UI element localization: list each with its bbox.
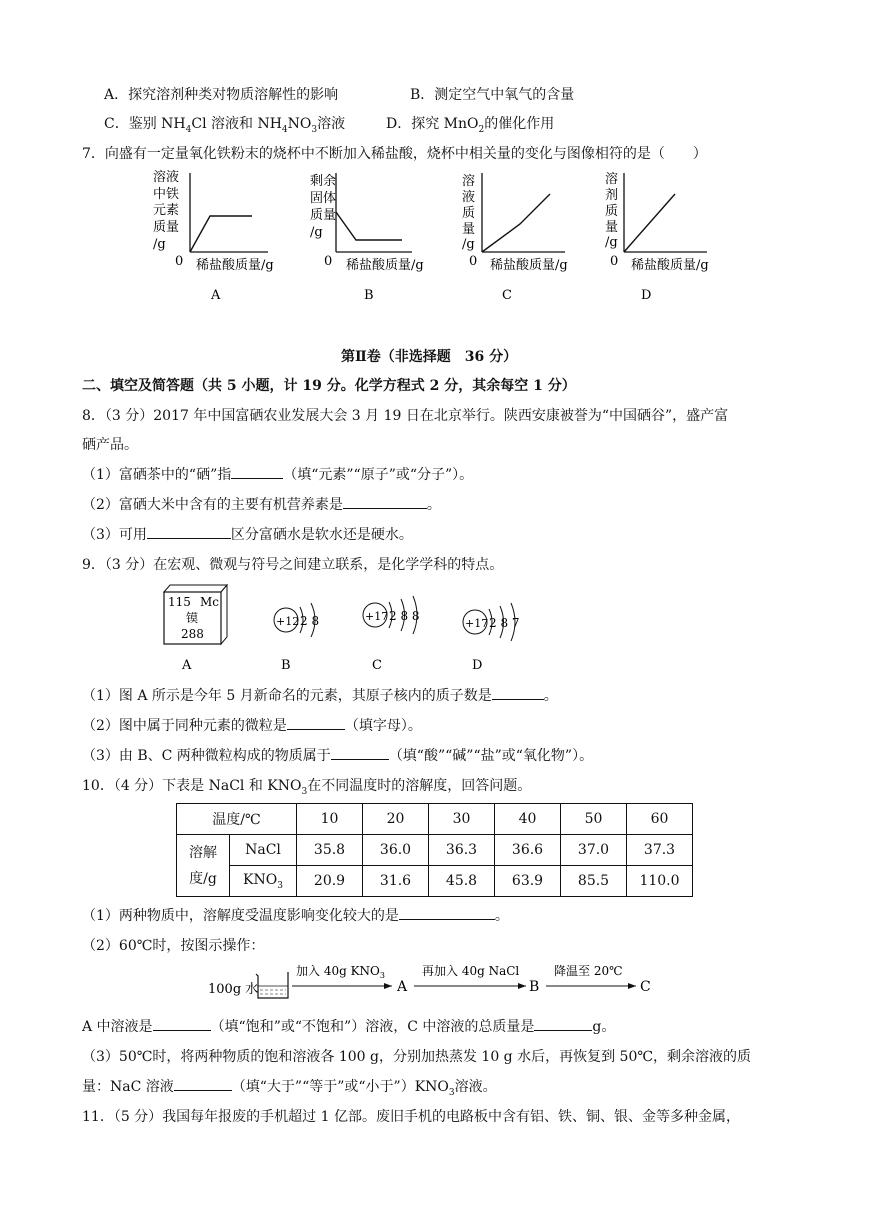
answer-blank[interactable] <box>492 686 544 700</box>
q6-option-d: D．探究 MnO$_2$的催化作用 <box>386 116 555 135</box>
answer-blank[interactable] <box>534 1017 592 1031</box>
flow-step1: 加入 40g $KNO_3$ <box>296 964 385 980</box>
chart-c-ylabel-line: /g <box>462 237 475 252</box>
chart-a-ylabel-line: 质量 <box>153 220 180 235</box>
chart-d-origin: 0 <box>610 254 619 269</box>
chart-a-ylabel-line: 中铁 <box>153 187 180 202</box>
element-name: 镆 <box>186 611 199 625</box>
chart-a-line <box>190 216 252 252</box>
element-symbol: Mc <box>200 595 220 609</box>
q9-figure <box>150 578 550 678</box>
answer-blank[interactable] <box>147 525 231 539</box>
flow-step3: 降温至 20℃ <box>554 964 623 978</box>
table-temp: 60 <box>627 804 693 835</box>
q8-stem-line1: 8．（3 分）2017 年中国富硒农业发展大会 3 月 19 日在北京举行。陕西安康被誉为“中国硒谷”，盛产富 <box>82 408 729 424</box>
chart-a-ylabel-line: 溶液 <box>153 170 180 185</box>
table-cell: 37.0 <box>561 835 627 866</box>
table-temp: 20 <box>363 804 429 835</box>
flow-arrow-head <box>384 983 392 989</box>
atom-b-shells: 2 8 <box>300 614 320 628</box>
fig-label-d: D <box>472 658 483 673</box>
chart-c-ylabel-line: 量 <box>462 222 476 237</box>
table-row-nacl <box>177 835 693 866</box>
chart-a-ylabel-line: /g <box>153 237 166 252</box>
beaker-icon <box>256 972 288 998</box>
table-cell: 110.0 <box>627 866 693 897</box>
table-substance-kno3: $KNO_3$ <box>230 866 297 897</box>
table-cell: 63.9 <box>495 866 561 897</box>
flow-step2: 再加入 40g NaCl <box>422 964 520 978</box>
q9-part3: （3）由 B、C 两种微粒构成的物质属于 （填“酸”“碱”“盐”或“氧化物”）。 <box>82 748 594 764</box>
answer-blank[interactable] <box>153 1017 211 1031</box>
chart-c-letter: C <box>502 288 512 303</box>
table-cell: 45.8 <box>429 866 495 897</box>
q10-flow-diagram <box>200 958 670 1008</box>
q8-stem-line2: 硒产品。 <box>82 437 138 453</box>
flow-c: C <box>640 979 651 995</box>
chart-c-ylabel-line: 质 <box>462 206 476 221</box>
table-cell: 31.6 <box>363 866 429 897</box>
q9-stem: 9．（3 分）在宏观、微观与符号之间建立联系，是化学学科的特点。 <box>82 557 504 573</box>
table-header-row <box>177 804 693 835</box>
answer-blank[interactable] <box>174 1077 232 1091</box>
q6-option-a: A．探究溶剂种类对物质溶解性的影响 <box>104 87 339 103</box>
chart-d-ylabel-line: 量 <box>605 220 619 235</box>
part2-title: 第Ⅱ卷（非选择题 36 分） <box>341 349 518 365</box>
q10-part3-line1: （3）50℃时，将两种物质的饱和溶液各 100 g，分别加热蒸发 10 g 水后，再恢复到 50℃，剩余溶液的质 <box>82 1049 752 1065</box>
atom-d-nucleus: +17 <box>465 617 489 630</box>
table-cell: 36.3 <box>429 835 495 866</box>
atom-c-nucleus: +17 <box>365 610 389 623</box>
q10-part2: （2）60℃时，按图示操作： <box>82 938 265 954</box>
atom-d <box>463 603 520 641</box>
chart-d-ylabel-line: 溶 <box>605 172 619 187</box>
chart-a-ylabel <box>153 169 179 252</box>
chart-c-ylabel-line: 液 <box>462 190 476 205</box>
chart-c-ylabel-line: 溶 <box>462 174 476 189</box>
flow-a: A <box>397 979 408 995</box>
q9-part2: （2）图中属于同种元素的微粒是 （填字母）。 <box>82 718 422 734</box>
atom-b <box>274 603 319 637</box>
chart-c <box>462 173 568 303</box>
chart-a-xlabel: 稀盐酸质量/g <box>196 258 274 273</box>
chart-d-letter: D <box>641 288 652 303</box>
element-card <box>164 585 227 644</box>
chart-d-ylabel-line: 剂 <box>605 188 619 203</box>
chart-b-line <box>336 212 402 240</box>
element-number: 115 <box>168 595 191 609</box>
atom-b-nucleus: +12 <box>276 615 300 628</box>
fig-label-a: A <box>182 658 192 673</box>
answer-blank[interactable] <box>287 716 345 730</box>
chart-a <box>153 169 274 303</box>
chart-b-ylabel-line: 质量 <box>310 208 337 223</box>
answer-blank[interactable] <box>399 906 495 920</box>
q10-part1: （1）两种物质中，溶解度受温度影响变化较大的是 。 <box>82 908 509 924</box>
q9-part1: （1）图 A 所示是今年 5 月新命名的元素，其原子核内的质子数是 。 <box>82 688 558 704</box>
table-row-label: 溶解 度/g <box>177 835 230 897</box>
atom-c-shells: 2 8 8 <box>389 609 420 623</box>
flow-b: B <box>529 979 540 995</box>
table-header-label: 温度/℃ <box>177 804 297 835</box>
chart-a-letter: A <box>211 288 221 303</box>
chart-d-xlabel: 稀盐酸质量/g <box>631 258 709 273</box>
table-substance-nacl: NaCl <box>230 835 297 866</box>
q10-part3-line2: 量：NaC 溶液 （填“大于”“等于”或“小于$”)KNO_3$溶液。 <box>82 1079 497 1098</box>
q7-stem: 7．向盛有一定量氧化铁粉末的烧杯中不断加入稀盐酸，烧杯中相关量的变化与图像相符的是（ ） <box>82 146 707 162</box>
chart-b-xlabel: 稀盐酸质量/g <box>346 258 424 273</box>
chart-d-line <box>624 194 675 252</box>
chart-b-origin: 0 <box>324 254 333 269</box>
chart-a-ylabel-line: 元素 <box>153 203 180 218</box>
atom-c <box>363 596 420 634</box>
fig-label-b: B <box>281 658 291 673</box>
q8-part1: （1）富硒茶中的“硒”指 （填“元素”“原子”或“分子”）。 <box>82 467 474 483</box>
chart-b-ylabel-line: /g <box>310 225 323 240</box>
solubility-table <box>176 803 693 897</box>
answer-blank[interactable] <box>331 746 389 760</box>
chart-c-origin: 0 <box>469 254 478 269</box>
q10-part2-answer: A 中溶液是 （填“饱和”或“不饱和”）溶液，C 中溶液的总质量是 g。 <box>82 1019 616 1035</box>
chart-d-ylabel-line: /g <box>605 235 618 250</box>
chart-b-letter: B <box>364 288 374 303</box>
q8-part3: （3）可用 区分富硒水是软水还是硬水。 <box>82 527 413 543</box>
q6-option-b: B．测定空气中氧气的含量 <box>410 87 575 103</box>
q8-part2: （2）富硒大米中含有的主要有机营养素是 。 <box>82 497 441 513</box>
q10-stem: 10．（4 分）下表是 NaCl 和 $KNO_3$在不同温度时的溶解度，回答问题。 <box>82 778 532 797</box>
answer-blank[interactable] <box>343 495 427 509</box>
flow-arrow-head <box>628 983 636 989</box>
chart-d-ylabel-line: 质 <box>605 204 619 219</box>
chart-b-ylabel-line: 固体 <box>310 191 337 206</box>
chart-b <box>310 173 424 303</box>
table-cell: 37.3 <box>627 835 693 866</box>
chart-c-line <box>482 194 550 252</box>
table-cell: 20.9 <box>297 866 363 897</box>
table-cell: 85.5 <box>561 866 627 897</box>
q11-stem: 11．（5 分）我国每年报废的手机超过 1 亿部。废旧手机的电路板中含有铝、铁、铜、银、金等多种金属， <box>82 1109 740 1125</box>
table-cell: 36.0 <box>363 835 429 866</box>
table-temp: 40 <box>495 804 561 835</box>
section-header: 二、填空及简答题（共 5 小题，计 19 分。化学方程式 2 分，其余每空 1 分） <box>82 378 576 394</box>
table-temp: 30 <box>429 804 495 835</box>
table-row-kno3 <box>177 866 693 897</box>
flow-water-label: 100g 水 <box>208 982 259 997</box>
chart-d <box>605 171 709 303</box>
q7-charts <box>140 168 740 308</box>
chart-b-ylabel-line: 剩余 <box>310 174 337 189</box>
q6-option-c: C．鉴别 $NH_4Cl$ 溶液和 $NH_4NO_3$溶液 <box>104 116 346 135</box>
table-temp: 50 <box>561 804 627 835</box>
chart-c-xlabel: 稀盐酸质量/g <box>490 258 568 273</box>
table-cell: 35.8 <box>297 835 363 866</box>
chart-a-origin: 0 <box>175 254 184 269</box>
answer-blank[interactable] <box>231 465 283 479</box>
atom-d-shells: 2 8 7 <box>489 616 520 630</box>
element-mass: 288 <box>181 627 204 641</box>
fig-label-c: C <box>372 658 382 673</box>
table-temp: 10 <box>297 804 363 835</box>
flow-arrow-head <box>518 983 526 989</box>
table-cell: 36.6 <box>495 835 561 866</box>
